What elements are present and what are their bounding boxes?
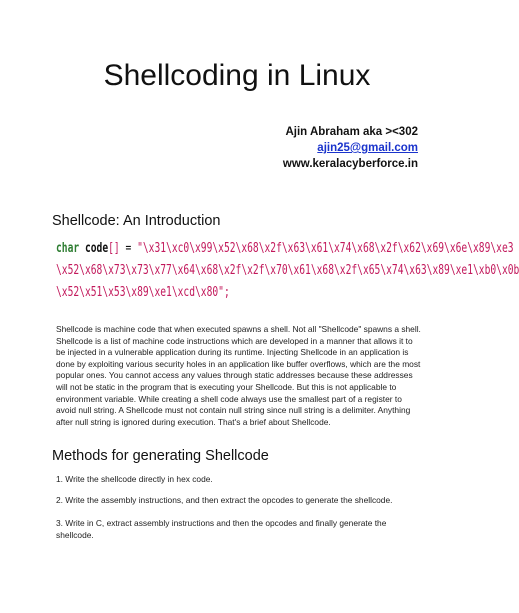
section-heading-intro: Shellcode: An Introduction	[52, 213, 221, 229]
code-line-1	[56, 238, 514, 260]
code-identifier: code	[84, 241, 109, 256]
method-item-3: 3. Write in C, extract assembly instructions and then the opcodes and finally generate the shellcode.	[56, 518, 387, 540]
author-name: Ajin Abraham aka ><302	[285, 126, 418, 138]
section-heading-methods: Methods for generating Shellcode	[52, 448, 269, 464]
method-item-2: 2. Write the assembly instructions, and then extract the opcodes to generate the shellcode.	[56, 495, 393, 505]
page-title: Shellcoding in Linux	[103, 59, 371, 92]
code-string-part-1: "\x31\xc0\x99\x52\x68\x2f\x63\x61\x74\x68\x2f\x62\x69\x6e\x89\xe3	[137, 241, 514, 256]
author-email-link[interactable]: ajin25@gmail.com	[317, 142, 418, 154]
shellcode-snippet	[56, 238, 519, 304]
intro-paragraph: Shellcode is machine code that when executed spawns a shell. Not all "Shellcode" spawns a shell. Shellcode is a list of machine code instructions which are developed in a manner that allows it to be injected in a vulnerable application during its runtime. Injecting Shellcode in an application is done by exploiting various security holes in an application like buffer overflows, which are the most popular ones. You cannot access any values through static addresses because these addresses will not be static in the program that is executing your Shellcode. But this is not applicable to environment variable. While creating a shell code always use the smallest part of a register to avoid null string. A Shellcode must not contain null string since null string is a delimiter. Anything after null string is ignored during execution. That's a brief about Shellcode.	[56, 324, 421, 427]
code-line-2: \x52\x68\x73\x73\x77\x64\x68\x2f\x2f\x70\x61\x68\x2f\x65\x74\x63\x89\xe1\xb0\x0b	[56, 263, 519, 278]
code-brackets: []	[108, 241, 120, 256]
code-type-keyword: char	[56, 241, 80, 256]
author-block	[283, 124, 418, 172]
method-item-1: 1. Write the shellcode directly in hex code.	[56, 474, 213, 484]
code-line-3: \x52\x51\x53\x89\xe1\xcd\x80";	[56, 285, 230, 300]
author-website: www.keralacyberforce.in	[282, 158, 418, 170]
code-assign: =	[119, 241, 138, 256]
